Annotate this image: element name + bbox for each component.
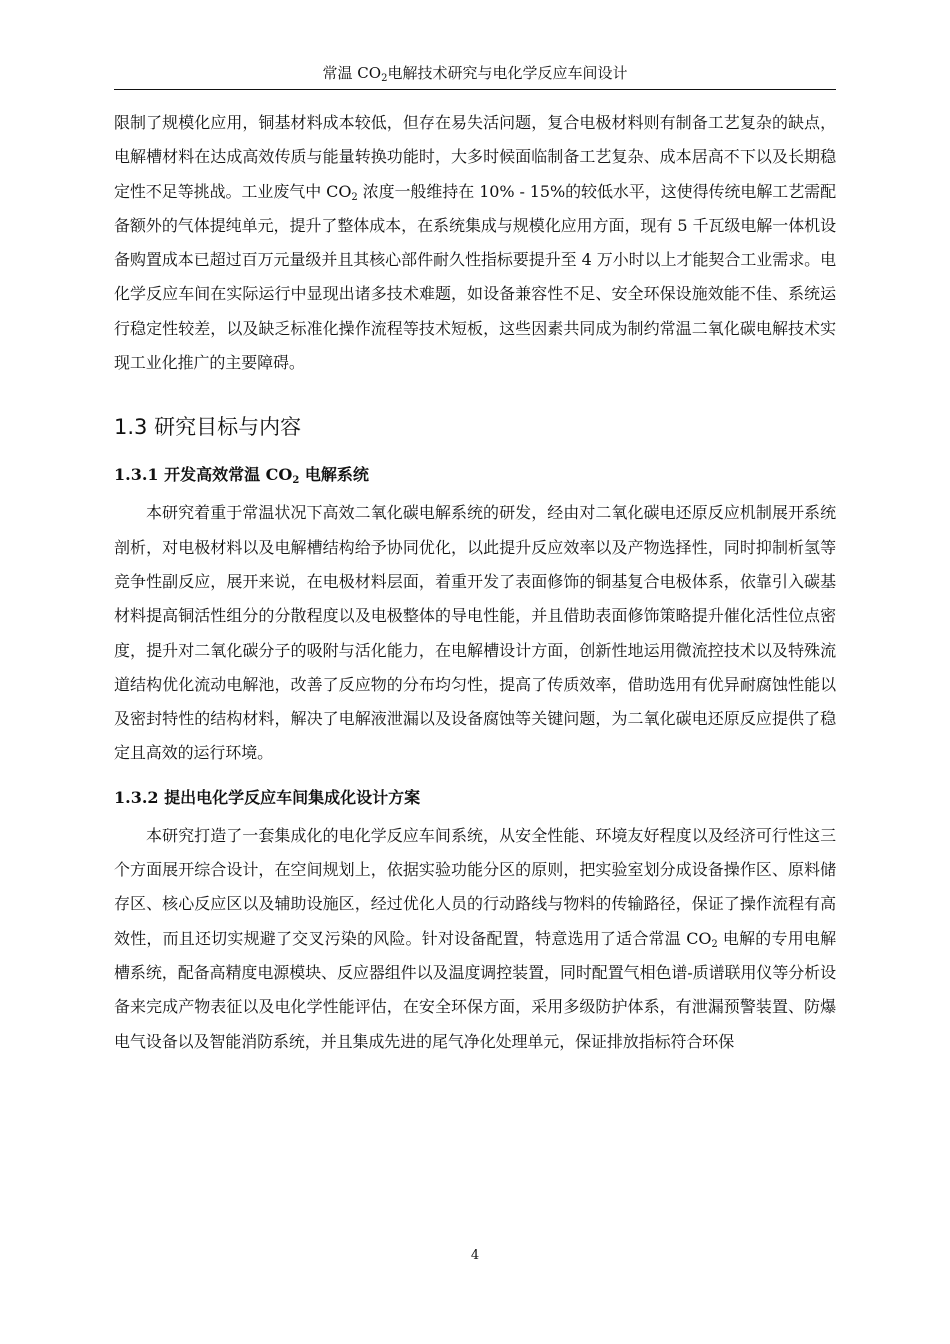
- page-number: 4: [470, 1248, 480, 1263]
- subsection-1-3-1-title-subscript: 2: [292, 475, 300, 487]
- header-title-pre: 常温 CO: [322, 64, 382, 82]
- header-title-post: 电解技术研究与电化学反应车间设计: [387, 64, 628, 82]
- header-title-subscript: 2: [381, 73, 388, 84]
- paragraph-text-part1: 限制了规模化应用，铜基材料成本较低，但存在易失活问题，复合电极材料则有制备工艺复杂的缺点，电解槽材料在达成高效传质与能量转换功能时，大多时候面临制备工艺复杂、成本居高不下以及长期稳定性不足等挑战。工业废气中 CO: [114, 113, 836, 201]
- subsection-1-3-1-paragraph: 本研究着重于常温状况下高效二氧化碳电解系统的研发，经由对二氧化碳电还原反应机制展开系统剖析，对电极材料以及电解槽结构给予协同优化，以此提升反应效率以及产物选择性，同时抑制析氢等竞争性副反应，展开来说，在电极材料层面，着重开发了表面修饰的铜基复合电极体系，依靠引入碳基材料提高铜活性组分的分散程度以及电极整体的导电性能，并且借助表面修饰策略提升催化活性位点密度，提升对二氧化碳分子的吸附与活化能力，在电解槽设计方面，创新性地运用微流控技术以及特殊流道结构优化流动电解池，改善了反应物的分布均匀性，提高了传质效率，借助选用有优异耐腐蚀性能以及密封特性的结构材料，解决了电解液泄漏以及设备腐蚀等关键问题，为二氧化碳电还原反应提供了稳定且高效的运行环境。: [114, 503, 836, 763]
- header-divider: [114, 89, 836, 90]
- subsection-1-3-2-paragraph: [114, 819, 836, 1059]
- subsection-1-3-2-text-post: 电解的专用电解槽系统，配备高精度电源模块、反应器组件以及温度调控装置，同时配置气相色谱-质谱联用仪等分析设备来完成产物表征以及电化学性能评估，在安全环保方面，采用多级防护体系，有泄漏预警装置、防爆电气设备以及智能消防系统，并且集成先进的尾气净化处理单元，保证排放指标符合环保: [114, 928, 836, 1051]
- subsection-heading-1-3-2: 1.3.2 提出电化学反应车间集成化设计方案: [114, 787, 421, 807]
- subsection-1-3-1-title-pre: 1.3.1 开发高效常温 CO: [114, 465, 293, 485]
- subsection-1-3-2-text-pre: 本研究打造了一套集成化的电化学反应车间系统，从安全性能、环境友好程度以及经济可行性这三个方面展开综合设计，在空间规划上，依据实验功能分区的原则，把实验室划分成设备操作区、原料储存区、核心反应区以及辅助设施区，经过优化人员的行动路线与物料的传输路径，保证了操作流程有高效性，而且还切实规避了交叉污染的风险。针对设备配置，特意选用了适合常温 CO: [114, 825, 836, 948]
- paragraph-subscript: 2: [351, 191, 358, 203]
- section-heading-1-3: 1.3 研究目标与内容: [114, 415, 302, 440]
- subsection-1-3-2-subscript: 2: [711, 938, 718, 950]
- paragraph-continuation: [114, 106, 836, 380]
- subsection-1-3-1-title-post: 电解系统: [299, 465, 369, 485]
- subsection-heading-1-3-1: [114, 462, 836, 488]
- paragraph-text-part2: 浓度一般维持在 10% - 15%的较低水平，这使得传统电解工艺需配备额外的气体提纯单元，提升了整体成本，在系统集成与规模化应用方面，现有 5 千瓦级电解一体机设备购置成本已超过百万元量级并且其核心部件耐久性指标要提升至 4 万小时以上才能契合工业需求。电化学反应车间在实际运行中显现出诸多技术难题，如设备兼容性不足、安全环保设施效能不佳、系统运行稳定性较差，以及缺乏标准化操作流程等技术短板，这些因素共同成为制约常温二氧化碳电解技术实现工业化推广的主要障碍。: [114, 181, 836, 373]
- page-body: [114, 106, 836, 1059]
- running-header: [114, 64, 836, 82]
